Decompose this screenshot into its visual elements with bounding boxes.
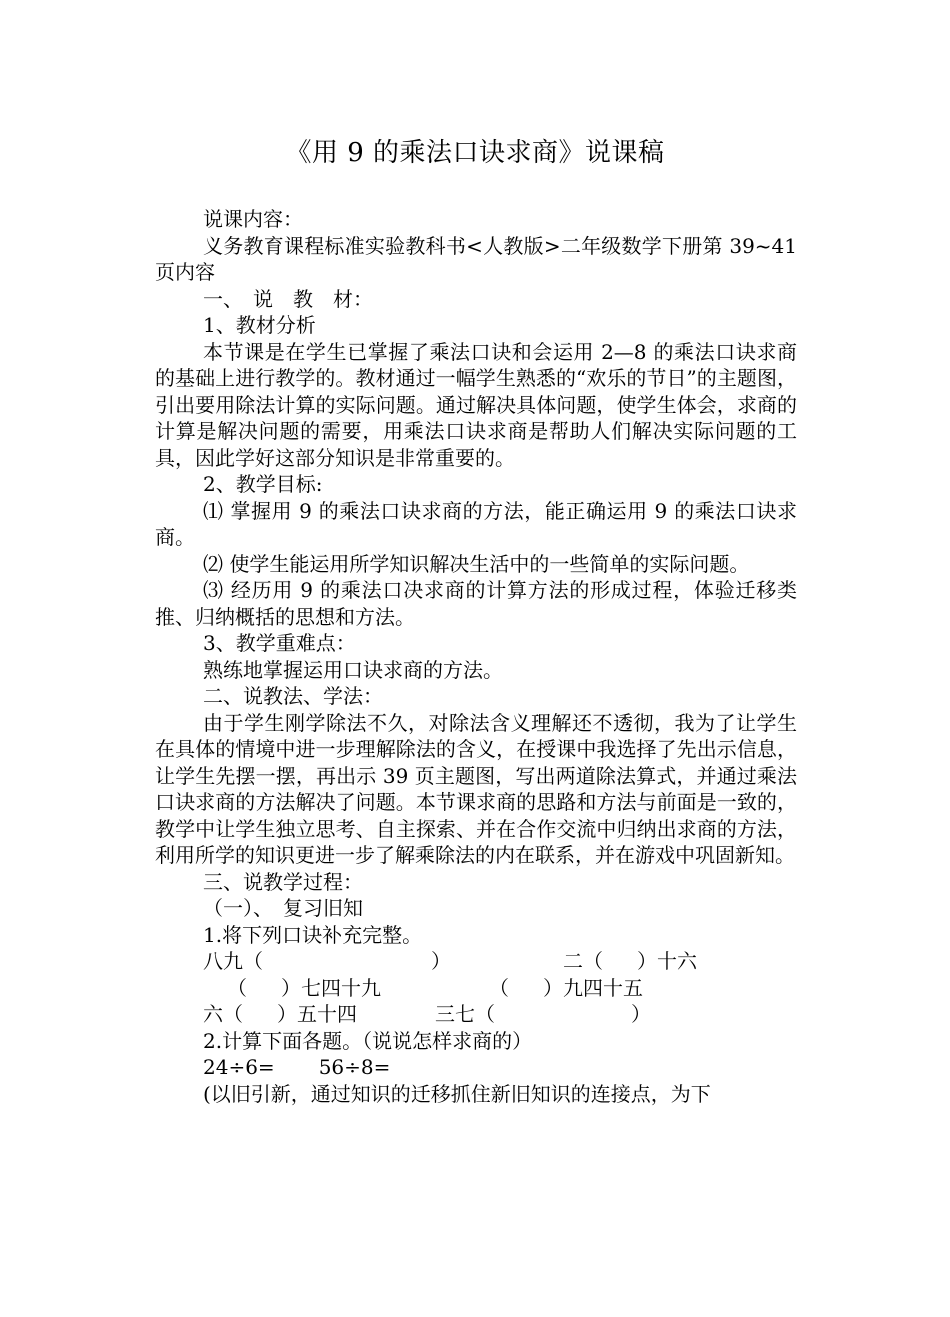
subheading-analysis: 1、教材分析 (203, 313, 316, 337)
blank-text: 三七（ (435, 1002, 495, 1026)
blank-text: （ (227, 975, 247, 1000)
blank-text: ）十六 (637, 949, 697, 973)
exercise-1-row-1 (155, 948, 797, 975)
subheading-key-points: 3、教学重难点： (203, 631, 356, 655)
goal-item-3: ⑶ 经历用 9 的乘法口决求商的计算方法的形成过程，体验迁移类推、归纳概括的思想和方法。 (155, 578, 797, 629)
goal-item-2: ⑵ 使学生能运用所学知识解决生活中的一些简单的实际问题。 (203, 551, 750, 576)
goal-item-1: ⑴ 掌握用 9 的乘法口诀求商的方法，能正确运用 9 的乘法口诀求商。 (155, 498, 797, 549)
exercise-2-instruction: 2.计算下面各题。（说说怎样求商的） (203, 1028, 533, 1053)
blank-text: 二（ (563, 949, 603, 973)
blank-text: ） (631, 1002, 651, 1026)
blank-text: ） (431, 949, 451, 973)
exercise-1-row-2 (155, 975, 797, 1002)
exercise-2-problems (155, 1054, 797, 1081)
subheading-review: （一）、 复习旧知 (203, 896, 363, 920)
exercise-1-row-3 (155, 1001, 797, 1028)
exercise-1-instruction: 1.将下列口诀补充完整。 (203, 922, 423, 947)
heading-process: 三、说教学过程： (203, 869, 363, 894)
paragraph-key-points: 熟练地掌握运用口诀求商的方法。 (203, 657, 503, 682)
blank-text: 八九（ (203, 949, 263, 973)
problem-text: 24÷6= (203, 1055, 275, 1079)
heading-textbook: 一、 说 教 材： (203, 286, 373, 311)
paragraph-methods: 由于学生刚学除法不久，对除法含义理解还不透彻，我为了让学生在具体的情境中进一步理解除法的含义，在授课中我选择了先出示信息，让学生先摆一摆，再出示 39 页主题图，写出两道除法算式，并通过乘法口诀求商的方法解决了问题。本节课求商的思路和方法与前面是一致的，教学中让学生独立思考、自主探索、并在合作交流中归纳出求商的方法，利用所学的知识更进一步了解乘除法的内在联系，并在游戏中巩固新知。 (155, 710, 797, 867)
paragraph-textbook: 义务教育课程标准实验教科书<人教版>二年级数学下册第 39~41 页内容 (155, 233, 797, 284)
document-body (155, 206, 797, 1107)
problem-text: 56÷8= (318, 1055, 391, 1079)
page-title: 《用 9 的乘法口诀求商》说课稿 (285, 138, 665, 168)
paragraph-review-note: (以旧引新，通过知识的迁移抓住新旧知识的连接点，为下 (203, 1081, 711, 1106)
blank-text: （ (489, 975, 509, 1000)
subheading-goals: 2、教学目标: (203, 472, 323, 496)
blank-text: ）七四十九 (281, 975, 381, 1000)
blank-text: ）五十四 (277, 1002, 357, 1026)
section-label-content: 说课内容： (203, 207, 303, 231)
blank-text: ）九四十五 (543, 975, 643, 1000)
paragraph-analysis: 本节课是在学生已掌握了乘法口诀和会运用 2—8 的乘法口诀求商的基础上进行教学的。教材通过一幅学生熟悉的“欢乐的节日”的主题图，引出要用除法计算的实际问题。通过解决具体问题，使学生体会，求商的计算是解决问题的需要，用乘法口诀求商是帮助人们解决实际问题的工具，因此学好这部分知识是非常重要的。 (155, 339, 797, 470)
heading-methods: 二、说教法、学法： (203, 684, 383, 708)
blank-text: 六（ (203, 1002, 243, 1026)
